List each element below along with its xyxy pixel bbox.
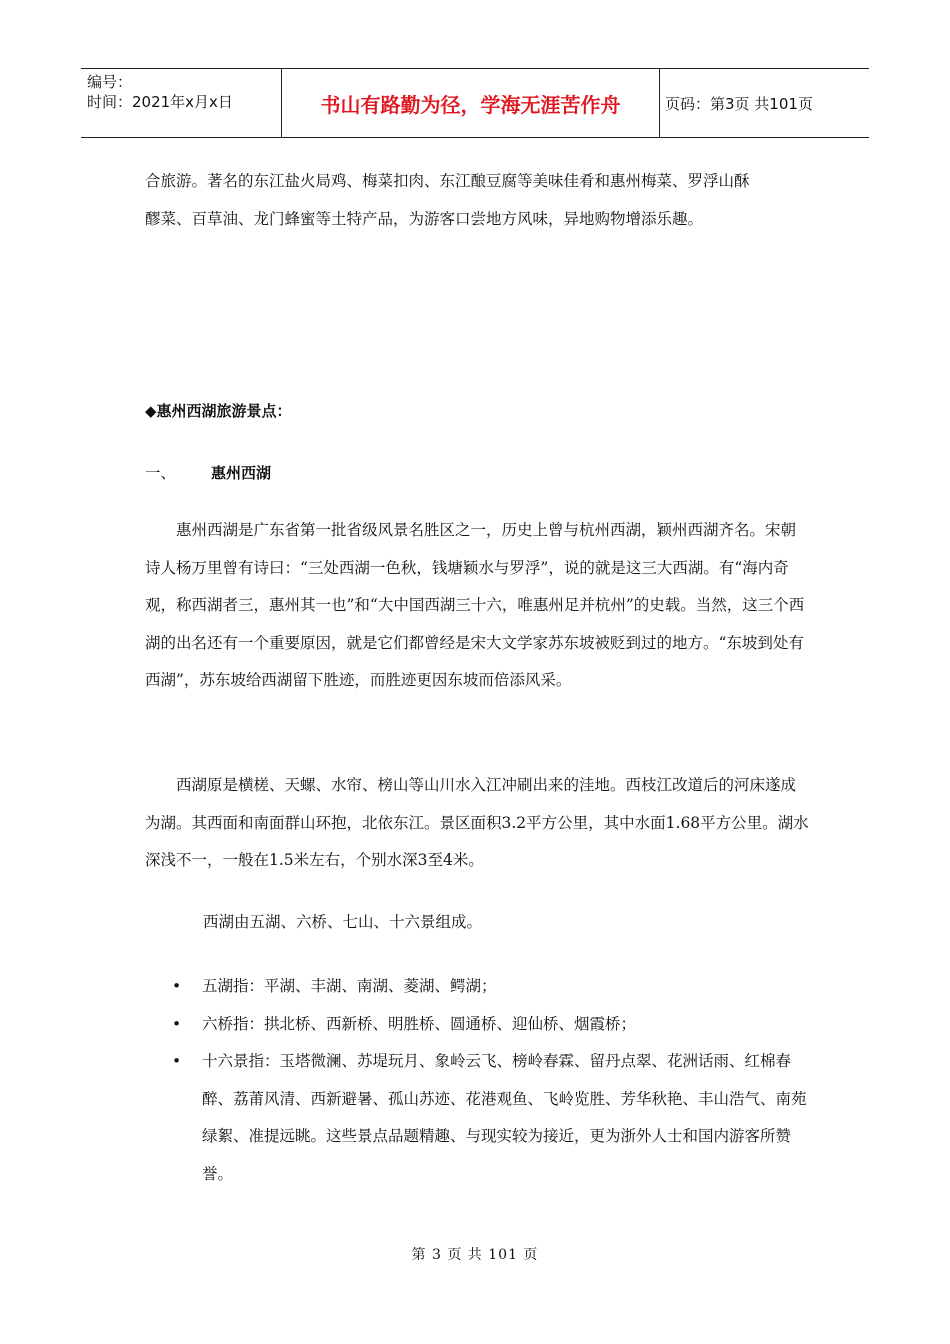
paragraph-2: 西湖原是横槎、天螺、水帘、榜山等山川水入江冲刷出来的洼地。西枝江改道后的河床遂成为湖。其西面和南面群山环抱，北依东江。景区面积3.2平方公里，其中水面1.68平方公里。湖水深浅不一，一般在1.5米左右，个别水深3至4米。: [145, 776, 809, 869]
header-meta-cell: [81, 69, 282, 137]
page-footer: 第 3 页 共 101 页: [411, 1247, 539, 1263]
header-table: [81, 68, 869, 138]
bullet-list: [172, 968, 812, 1193]
list-item: [172, 1006, 812, 1044]
list-item: [172, 1043, 812, 1193]
bullet-icon: •: [172, 977, 182, 995]
list-item-text: 五湖指：平湖、丰湖、南湖、菱湖、鳄湖；: [202, 977, 497, 995]
bullet-icon: •: [172, 1052, 182, 1070]
document-number-label: 编号：: [87, 73, 133, 91]
bullet-icon: •: [172, 1014, 182, 1033]
list-item-text: 十六景指：玉塔微澜、苏堤玩月、象岭云飞、榜岭春霖、留丹点翠、花洲话雨、红棉春醉、荔莆风清、西新避暑、孤山苏迹、花港观鱼、飞岭览胜、芳华秋艳、丰山浩气、南苑绿絮、准提远眺。这些景点品题精趣、与现实较为接近，更为浙外人士和国内游客所赞誉。: [202, 1052, 807, 1183]
paragraph-1: 惠州西湖是广东省第一批省级风景名胜区之一，历史上曾与杭州西湖，颖州西湖齐名。宋朝诗人杨万里曾有诗曰：“三处西湖一色秋，钱塘颖水与罗浮”，说的就是这三大西湖。有“海内奇观，称西湖者三，惠州其一也”和“大中国西湖三十六，唯惠州足并杭州”的史载。当然，这三个西湖的出名还有一个重要原因，就是它们都曾经是宋大文学家苏东坡被贬到过的地方。“东坡到处有西湖”，苏东坡给西湖留下胜迹，而胜迹更因东坡而倍添风采。: [145, 521, 805, 689]
heading-title: 惠州西湖: [211, 464, 272, 482]
document-date-label: 时间：2021年x月x日: [87, 93, 233, 111]
section-title: ◆惠州西湖旅游景点：: [145, 402, 292, 420]
intro-line-2: 醪菜、百草油、龙门蜂蜜等土特产品，为游客口尝地方风味，异地购物增添乐趣。: [145, 210, 704, 228]
list-item-text: 六桥指：拱北桥、西新桥、明胜桥、圆通桥、迎仙桥、烟霞桥；: [202, 1014, 637, 1033]
heading-number: 一、: [145, 464, 177, 482]
paragraph-3: 西湖由五湖、六桥、七山、十六景组成。: [203, 913, 483, 931]
header-page-info: 页码：第3页 共101页: [665, 94, 813, 113]
section-heading: [145, 458, 271, 488]
intro-line-1: 合旅游。著名的东江盐火局鸡、梅菜扣肉、东江酿豆腐等美味佳肴和惠州梅菜、罗浮山酥: [145, 172, 750, 190]
header-motto: 书山有路勤为径，学海无涯苦作舟: [282, 69, 660, 137]
list-item: [172, 968, 812, 1006]
